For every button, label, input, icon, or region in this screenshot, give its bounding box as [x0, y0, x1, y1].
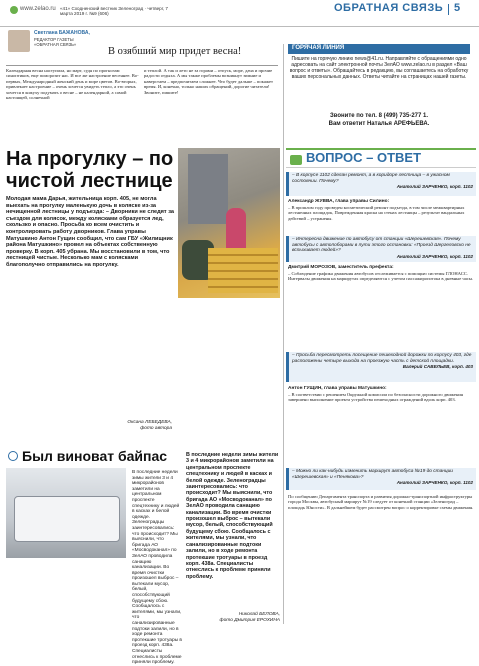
section-title: ОБРАТНАЯ СВЯЗЬ — [334, 2, 444, 14]
page-number: 5 — [454, 2, 461, 14]
article-headline: На прогулку – по чистой лестнице — [6, 148, 174, 192]
author-role: РЕДАКТОР ГАЗЕТЫ «ОБРАТНАЯ СВЯЗЬ» — [34, 37, 77, 47]
answer-text: По сообщению Департамента транспорта и развития дорожно-транспортной инфраструктуры города Москвы, автобусный маршрут №19 следует от конечной станции «Зеленоград – площадь Юности». В дальнейшем будет рассмотрен вопрос о корректировке схемы движения. — [288, 494, 474, 510]
author-name: Светлана БАЖАНОВА, — [34, 30, 90, 36]
hotline-title: ГОРЯЧАЯ ЛИНИЯ — [292, 45, 345, 51]
photo-bus — [14, 496, 120, 542]
issue-line: «41» Сходненский вестник Зеленоград · четверг, 7 марта 2019 г. №9 (606) — [60, 6, 168, 17]
column-divider — [6, 65, 278, 66]
question-box-2 — [286, 236, 476, 262]
bypass-author: Николай БЕЛОВА, — [238, 612, 280, 617]
qa-title: ВОПРОС – ОТВЕТ — [306, 150, 422, 165]
question-signature: Валерий САВЕЛЬЕВ, корп. 403 — [402, 364, 473, 370]
photo-door — [188, 154, 228, 224]
answer-author: Александр ЖУВВА, глава управы Силино: — [288, 199, 390, 204]
question-signature: Анатолий ЗАРЧЕНКО, корп. 1102 — [396, 253, 473, 259]
hotline-staff: Вам ответит Наталья АРЕФЬЕВА. — [328, 121, 430, 127]
answer-text: – Соблюдение графика движения автобусов отслеживается с помощью системы ГЛОНАСС. Интервалы движения на маршрутах определяются с учетом пассажиропотока в дневные часы. — [288, 271, 474, 282]
bypass-headline: Был виноват байпас — [22, 448, 168, 464]
article-author: Оксана ЛЕБЕДЕВА, — [127, 420, 172, 425]
hotline-body: Пишите на горячую линию news@41.ru. Направляйте с обращениями одно адресовать на сайт электронной почты ЗелАО www.zelao.ru в раздел «Ваш вопрос и ответы». Обращайтесь в редакцию, вы соглашаетесь на обработку ваших персональных данных. Ответы читайте на страницах нашей газеты. — [289, 56, 469, 80]
question-signature: Анатолий ЗАРЧЕНКО, корп. 1102 — [396, 184, 473, 190]
answer-text: – В соответствии с решением Окружной комиссии по безопасности дорожного движения завершено выполнение проекта устройства пешеходных ограждений вдоль корп. 403. — [288, 392, 463, 403]
column-separator — [283, 44, 284, 624]
answer-text: – В прошлом году проведен косметический ремонт подъезда, в том числе межквартирных лестничных площадок, Поврежденная краска на стенах лестницы – результат вандальных действий – устранены. — [288, 205, 465, 221]
answer-author: Антон ГУЩИН, глава управы Матушкино: — [288, 386, 387, 391]
question-box-4 — [286, 468, 476, 490]
question-signature: Анатолий ЗАРЧЕНКО, корп. 1102 — [396, 480, 473, 486]
question-text: – Просьба пересмотреть посещение пешеходной дорожки по корпусу 403, где расположены четыре выхода на проезжую часть с детской площадки. — [292, 353, 472, 364]
hotline-header — [288, 44, 470, 54]
column-title: В озябший мир придет весна! — [108, 46, 242, 57]
question-box-3 — [286, 352, 476, 382]
answer-author: Дмитрий МОРОЗОВ, заместитель префекта: — [288, 265, 394, 270]
author-photo — [8, 30, 30, 52]
photo-stairs — [208, 248, 278, 293]
article-photo — [178, 148, 280, 298]
bypass-section-icon — [8, 451, 18, 461]
bypass-text: В последние недели зимы жители 3 и 4 микрорайонов заметили на центральном проспекте спецтехнику и людей в касках и белой одежде. Зеленоградцы заинтересовались: что происходит? Мы выяснили, что бригада АО «Мосводоканал» по ЗелАО проводила санацию канализации. Во время очистки произошел выброс – вытекали мусор, белый, способствующий будущему сбою. Сообщалось с жителями, мы узнали, что санализированные подтоки залили, но в ходе ремонта протекшие тротуары в проезд корп. 438а. Специалисты отнеслись к проблеме приняли проблему. — [186, 452, 279, 580]
column-text-1: Календарная весна наступила, но март, судя по прогнозам синоптиков, еще поморозит нас. И все же настроение весеннее. Во-первых, Международный женский день и море цветов. Во-вторых, привлекает настроение – очень хочется увидеть тепло, а это очень хочется в кожуху подумать о весне – не календарной, а самой настоящей, солнечной — [6, 68, 139, 101]
column-text-2: и теплой. А так и лето не за горами – отпуск, море, дача и прочие радости отдыха. А мы также проблемы возникнут зимние и наверстаем – предпочитаем сложнее. Что будет дальше – покажет время. И, конечно, только наших обращений, дорогие читатели! Звоните, пишите! — [144, 68, 274, 95]
bypass-photo-credit: фото Дмитрия ЕРОХИНА — [219, 618, 280, 623]
question-box-1 — [286, 172, 476, 196]
bus-photo — [6, 468, 126, 558]
header-divider — [448, 4, 449, 15]
speech-bubble-icon — [290, 155, 302, 165]
site-name: www.zelao.ru — [20, 6, 56, 12]
article-photo-credit: фото автора — [140, 426, 172, 431]
question-text: – Интересна движение по автобусу от станции «Шерешевская». Почему автобусы с автопоборами в пути этого остановки: «Проезд Шергеловско не вспыхивает людей»? — [292, 237, 471, 254]
bypass-side-text: В последние недели зимы жители 3 и 4 микрорайонов заметили на центральном проспекте спецтехнику и людей в касках и белой одежде. Зеленоградцы заинтересовались: что происходит? Мы выяснили, что бригада АО «Мосводоканал» по ЗелАО проводила санацию канализации. Во время очистки произошел выброс – вытекали мусор, белый, способствующий будущему сбою. Сообщалось с жителями, мы узнали, что санализированные подтоки залили, но в ходе ремонта протекшие тротуары в проезд корп. 438а. Специалисты отнеслись к проблеме приняли проблему. — [132, 470, 182, 666]
article-text: Молодая мама Дарья, жительница корп. 405, не могла выехать на прогулку маленькую дочь в коляске из-за нечищенной лестницы у подъезда: – Дворники не следят за съездом для колясок, между колясками образуется лед, скользко и опасно. Просьба ко всем очистить и контролировать работу дворников. Глава управы Матушкино Антон Гущин сообщил, что сам ГБУ «Жилищник района Матушкино» провел на объектах собственную проверку. В корп. 405 убрана. Мы восстановили в том, что лестницей чистые. Несколько мам с колясками благополучно отправились на прогулку. — [6, 196, 175, 268]
site-logo-icon — [10, 6, 18, 14]
hotline-phone: Звоните по тел. 8 (499) 735-277 1. — [329, 113, 429, 119]
question-text: – В корпусе 1102 сделан ремонт, а в коридоре лестница – в ужасном состоянии. Почему? — [292, 173, 450, 184]
question-text: – Можно ли как-нибудь изменить маршрут автобуса №19 до станции «Шерешевская» и «Пенякова»? — [292, 469, 453, 480]
